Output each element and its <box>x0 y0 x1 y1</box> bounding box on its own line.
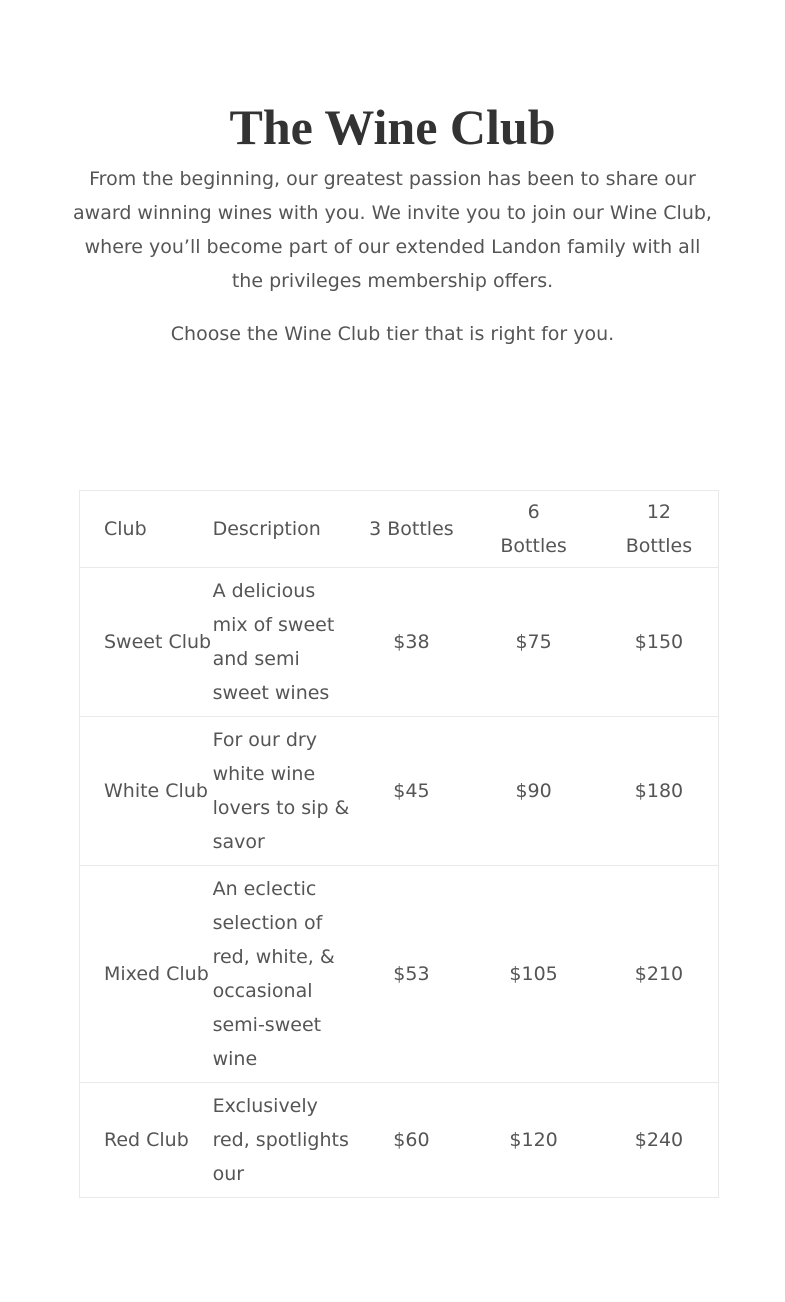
column-header-12-bottles <box>600 491 719 568</box>
wine-club-tiers-table <box>79 490 719 1198</box>
column-header-6-bottles <box>467 491 600 568</box>
intro-paragraph: From the beginning, our greatest passion has been to share our award winning wines with you. We invite you to join our Wine Club, where you’ll become part of our extended Landon family with all the privileges membership offers. <box>73 168 712 292</box>
intro-text <box>73 162 713 298</box>
club-name: Mixed Club <box>80 866 213 1083</box>
club-description: Exclusively red, spotlights our <box>213 1083 356 1198</box>
price-6-bottles: $75 <box>467 568 600 717</box>
club-description: A delicious mix of sweet and semi sweet wines <box>213 568 356 717</box>
price-12-bottles: $150 <box>600 568 719 717</box>
price-6-bottles: $105 <box>467 866 600 1083</box>
column-header-club: Club <box>80 491 213 568</box>
club-name: Red Club <box>80 1083 213 1198</box>
price-3-bottles: $53 <box>355 866 467 1083</box>
page-header <box>0 92 785 298</box>
column-header-12-bottles-label: 12 Bottles <box>625 501 693 557</box>
price-3-bottles: $60 <box>355 1083 467 1198</box>
price-3-bottles: $45 <box>355 717 467 866</box>
price-12-bottles: $180 <box>600 717 719 866</box>
club-description: An eclectic selection of red, white, & occasional semi-sweet wine <box>213 866 356 1083</box>
table-row-mixed-club <box>80 866 719 1083</box>
table-row-sweet-club <box>80 568 719 717</box>
club-name: Sweet Club <box>80 568 213 717</box>
table-header-row <box>80 491 719 568</box>
price-3-bottles: $38 <box>355 568 467 717</box>
price-12-bottles: $210 <box>600 866 719 1083</box>
club-name: White Club <box>80 717 213 866</box>
price-6-bottles: $90 <box>467 717 600 866</box>
column-header-description: Description <box>213 491 356 568</box>
column-header-6-bottles-label: 6 Bottles <box>500 501 567 557</box>
table-row-white-club <box>80 717 719 866</box>
page-title: The Wine Club <box>229 99 556 155</box>
table-row-red-club <box>80 1083 719 1198</box>
column-header-3-bottles: 3 Bottles <box>355 491 467 568</box>
price-12-bottles: $240 <box>600 1083 719 1198</box>
intro-tagline: Choose the Wine Club tier that is right for you. <box>170 323 615 345</box>
price-6-bottles: $120 <box>467 1083 600 1198</box>
club-description: For our dry white wine lovers to sip & savor <box>213 717 356 866</box>
